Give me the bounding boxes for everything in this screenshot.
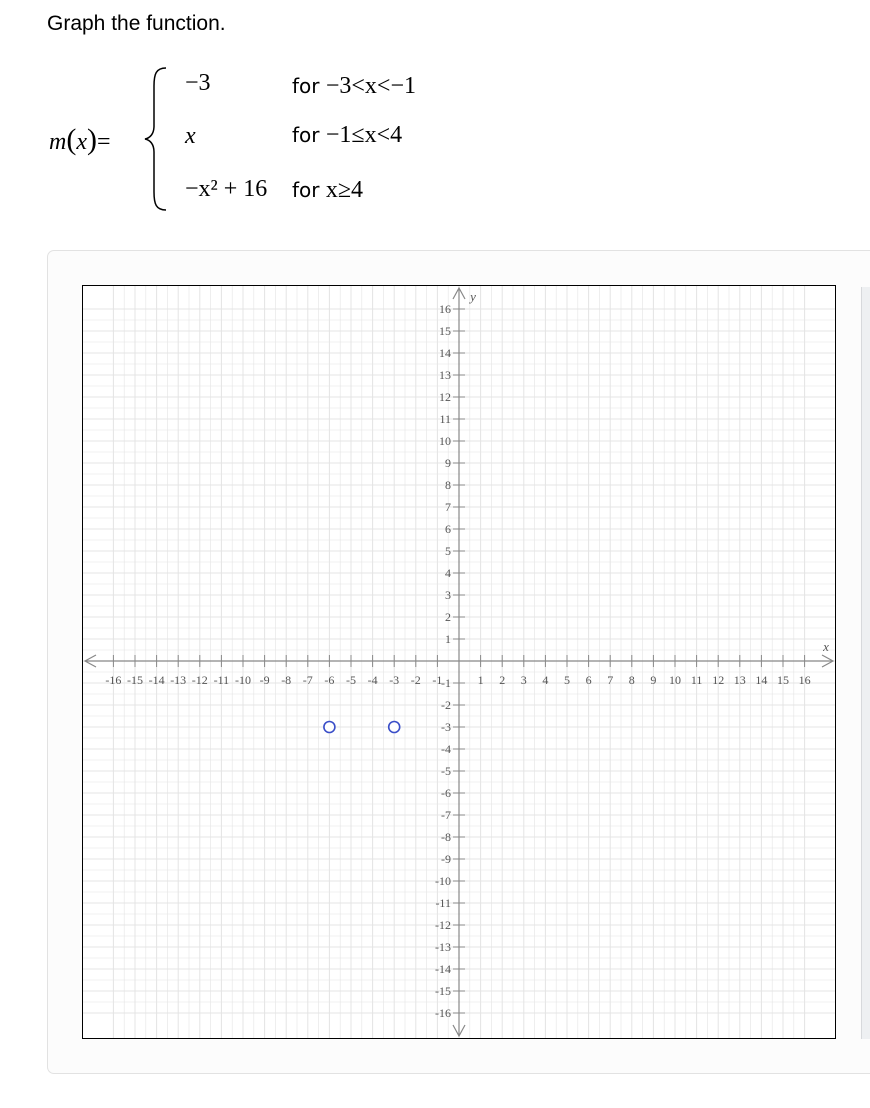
y-tick-label: -2 xyxy=(441,698,451,712)
x-tick-label: -11 xyxy=(213,673,230,687)
y-tick-label: 6 xyxy=(445,522,451,536)
x-tick-label: 16 xyxy=(798,673,811,687)
function-variable: x xyxy=(76,129,87,155)
x-axis-label: x xyxy=(823,639,829,654)
y-tick-label: 16 xyxy=(439,302,451,316)
y-tick-label: -16 xyxy=(435,1006,451,1020)
x-tick-label: -1 xyxy=(432,673,443,687)
y-tick-label: -10 xyxy=(435,874,451,888)
panel-scrollbar[interactable] xyxy=(861,287,870,1039)
y-tick-label: 9 xyxy=(445,456,451,470)
x-tick-label: 5 xyxy=(564,673,570,687)
y-tick-label: -1 xyxy=(441,676,451,690)
piece-3-for: for xyxy=(292,178,320,202)
question-prompt: Graph the function. xyxy=(47,12,226,35)
y-tick-label: 1 xyxy=(445,632,451,646)
x-tick-label: -13 xyxy=(170,673,187,687)
y-tick-label: -9 xyxy=(441,852,451,866)
y-tick-label: 3 xyxy=(445,588,451,602)
piece-3-inequality: x≥4 xyxy=(325,177,364,203)
piece-2-condition xyxy=(292,122,402,149)
y-tick-label: -13 xyxy=(435,940,451,954)
y-tick-label: 10 xyxy=(439,434,451,448)
x-tick-label: 1 xyxy=(477,673,484,687)
open-point[interactable] xyxy=(389,722,400,733)
y-tick-label: -8 xyxy=(441,830,451,844)
y-tick-label: 11 xyxy=(439,412,451,426)
x-tick-label: -8 xyxy=(281,673,292,687)
piece-1-condition xyxy=(292,73,416,100)
piece-2-expression: x xyxy=(185,123,196,149)
y-tick-label: 14 xyxy=(439,346,451,360)
y-tick-label: -5 xyxy=(441,764,451,778)
function-name: m xyxy=(49,129,67,155)
y-tick-label: 12 xyxy=(439,390,451,404)
x-tick-label: -10 xyxy=(235,673,251,687)
x-tick-label: -3 xyxy=(389,673,400,687)
x-tick-label: -14 xyxy=(148,673,165,687)
y-tick-label: 4 xyxy=(445,566,451,580)
x-tick-label: -9 xyxy=(259,673,270,687)
y-tick-label: -12 xyxy=(435,918,451,932)
piece-1-for: for xyxy=(292,74,320,98)
y-tick-label: 5 xyxy=(445,544,451,558)
x-tick-label: -7 xyxy=(302,673,313,687)
y-tick-label: -15 xyxy=(435,984,451,998)
y-tick-label: -14 xyxy=(435,962,451,976)
x-tick-label: 14 xyxy=(755,673,768,687)
x-tick-label: -6 xyxy=(324,673,335,687)
coordinate-graph[interactable] xyxy=(82,285,836,1039)
y-tick-label: -7 xyxy=(441,808,451,822)
y-tick-label: -11 xyxy=(435,896,451,910)
x-tick-label: 15 xyxy=(777,673,789,687)
piece-1-inequality: −3<x<−1 xyxy=(325,73,416,99)
x-tick-label: -15 xyxy=(127,673,143,687)
piece-3-expression: −x² + 16 xyxy=(185,176,268,202)
x-tick-label: 4 xyxy=(542,673,549,687)
y-tick-label: -3 xyxy=(441,720,451,734)
y-tick-label: 7 xyxy=(445,500,451,514)
y-tick-label: 2 xyxy=(445,610,451,624)
y-tick-label: -6 xyxy=(441,786,451,800)
x-tick-label: 9 xyxy=(650,673,657,687)
y-tick-label: 15 xyxy=(439,324,451,338)
x-tick-label: 8 xyxy=(628,673,635,687)
x-tick-label: -4 xyxy=(367,673,378,687)
x-tick-label: -16 xyxy=(105,673,122,687)
x-tick-label: 11 xyxy=(690,673,703,687)
open-point[interactable] xyxy=(324,722,335,733)
piece-1-expression: −3 xyxy=(185,70,211,96)
y-tick-label: -4 xyxy=(441,742,451,756)
function-lhs: m(x)= xyxy=(49,123,111,156)
x-tick-label: 2 xyxy=(499,673,506,687)
piece-2-inequality: −1≤x<4 xyxy=(325,122,403,148)
x-tick-label: 6 xyxy=(585,673,592,687)
x-tick-label: -2 xyxy=(410,673,421,687)
x-tick-label: 7 xyxy=(607,673,614,687)
x-tick-label: 3 xyxy=(520,673,527,687)
x-tick-label: -12 xyxy=(191,673,208,687)
piece-2-for: for xyxy=(292,123,320,147)
y-tick-label: 8 xyxy=(445,478,451,492)
x-tick-label: 12 xyxy=(712,673,725,687)
y-axis-label: y xyxy=(470,289,476,304)
piece-3-condition xyxy=(292,177,363,204)
x-tick-label: 10 xyxy=(669,673,681,687)
x-tick-label: 13 xyxy=(733,673,746,687)
y-tick-label: 13 xyxy=(439,368,451,382)
x-tick-label: -5 xyxy=(346,673,356,687)
piecewise-brace xyxy=(142,64,172,214)
